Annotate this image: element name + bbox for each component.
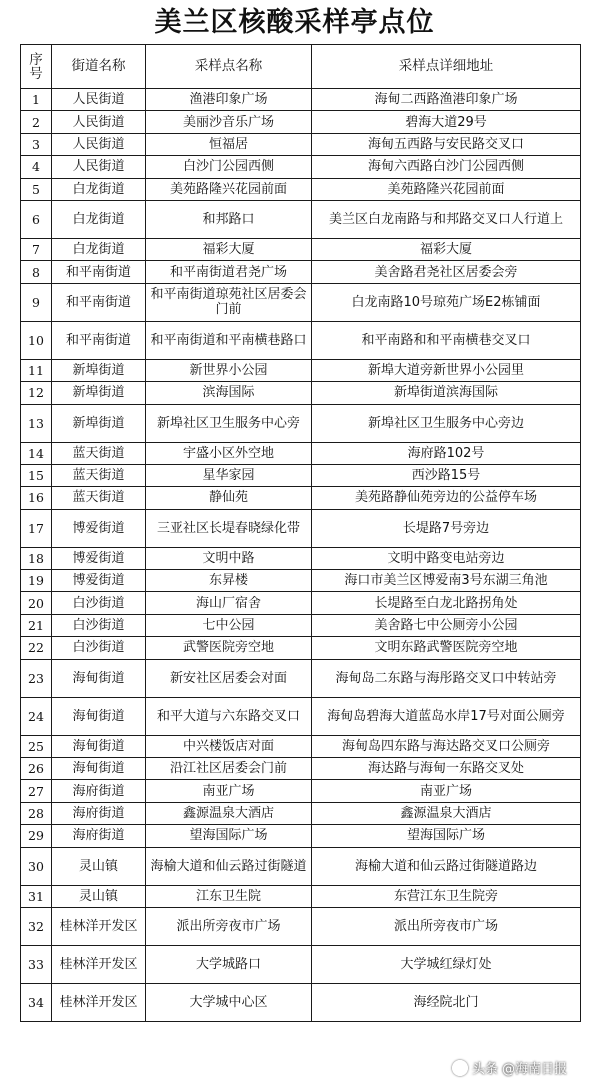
table-row <box>21 570 581 592</box>
row-street: 白沙街道 <box>52 637 146 659</box>
row-seq: 22 <box>21 637 52 659</box>
row-address: 海甸二西路渔港印象广场 <box>312 89 581 111</box>
row-seq: 23 <box>21 659 52 697</box>
row-site: 武警医院旁空地 <box>146 637 312 659</box>
row-seq: 5 <box>21 178 52 200</box>
row-seq: 14 <box>21 442 52 464</box>
row-address: 福彩大厦 <box>312 238 581 260</box>
row-seq: 26 <box>21 758 52 780</box>
row-site: 派出所旁夜市广场 <box>146 907 312 945</box>
row-street: 人民街道 <box>52 156 146 178</box>
row-seq: 3 <box>21 133 52 155</box>
row-seq: 17 <box>21 509 52 547</box>
header-seq: 序号 <box>21 45 52 89</box>
row-site: 和平大道与六东路交叉口 <box>146 697 312 735</box>
row-street: 桂林洋开发区 <box>52 907 146 945</box>
row-seq: 19 <box>21 570 52 592</box>
table-row <box>21 945 581 983</box>
row-street: 新埠街道 <box>52 359 146 381</box>
row-street: 白沙街道 <box>52 592 146 614</box>
row-address: 海甸岛四东路与海达路交叉口公厕旁 <box>312 735 581 757</box>
row-street: 海甸街道 <box>52 758 146 780</box>
row-seq: 11 <box>21 359 52 381</box>
row-seq: 30 <box>21 847 52 885</box>
row-street: 博爱街道 <box>52 570 146 592</box>
watermark <box>452 1058 567 1077</box>
row-street: 海甸街道 <box>52 735 146 757</box>
row-address: 美舍路七中公厕旁小公园 <box>312 614 581 636</box>
table-row <box>21 487 581 509</box>
row-street: 人民街道 <box>52 133 146 155</box>
row-address: 海府路102号 <box>312 442 581 464</box>
table-row <box>21 983 581 1021</box>
row-site: 东昇楼 <box>146 570 312 592</box>
row-site: 恒福居 <box>146 133 312 155</box>
row-address: 文明东路武警医院旁空地 <box>312 637 581 659</box>
row-site: 海榆大道和仙云路过街隧道 <box>146 847 312 885</box>
table-row <box>21 156 581 178</box>
table-body <box>21 89 581 1022</box>
row-site: 宇盛小区外空地 <box>146 442 312 464</box>
table-row <box>21 404 581 442</box>
table-row <box>21 133 581 155</box>
table-row <box>21 321 581 359</box>
row-street: 和平南街道 <box>52 283 146 321</box>
table-row <box>21 637 581 659</box>
table-row <box>21 885 581 907</box>
row-address: 海达路与海甸一东路交叉处 <box>312 758 581 780</box>
row-address: 海甸五西路与安民路交叉口 <box>312 133 581 155</box>
table-row <box>21 847 581 885</box>
row-address: 美苑路隆兴花园前面 <box>312 178 581 200</box>
header-site: 采样点名称 <box>146 45 312 89</box>
row-street: 海甸街道 <box>52 697 146 735</box>
row-street: 白龙街道 <box>52 200 146 238</box>
row-address: 东营江东卫生院旁 <box>312 885 581 907</box>
row-street: 蓝天街道 <box>52 464 146 486</box>
row-site: 新埠社区卫生服务中心旁 <box>146 404 312 442</box>
row-address: 长堤路7号旁边 <box>312 509 581 547</box>
row-address: 西沙路15号 <box>312 464 581 486</box>
row-site: 七中公园 <box>146 614 312 636</box>
row-seq: 16 <box>21 487 52 509</box>
row-address: 长堤路至白龙北路拐角处 <box>312 592 581 614</box>
row-address: 和平南路和和平南横巷交叉口 <box>312 321 581 359</box>
row-site: 美苑路隆兴花园前面 <box>146 178 312 200</box>
row-seq: 20 <box>21 592 52 614</box>
table-row <box>21 238 581 260</box>
row-street: 新埠街道 <box>52 382 146 404</box>
row-seq: 1 <box>21 89 52 111</box>
row-address: 新埠大道旁新世界小公园里 <box>312 359 581 381</box>
row-address: 海口市美兰区博爱南3号东湖三角池 <box>312 570 581 592</box>
row-site: 沿江社区居委会门前 <box>146 758 312 780</box>
table-row <box>21 382 581 404</box>
row-site: 静仙苑 <box>146 487 312 509</box>
table-row <box>21 547 581 569</box>
table-row <box>21 442 581 464</box>
row-street: 海甸街道 <box>52 659 146 697</box>
row-site: 渔港印象广场 <box>146 89 312 111</box>
row-address: 文明中路变电站旁边 <box>312 547 581 569</box>
page-title: 美兰区核酸采样亭点位 <box>154 7 435 38</box>
table-row <box>21 825 581 847</box>
row-seq: 24 <box>21 697 52 735</box>
table-row <box>21 697 581 735</box>
table-row <box>21 509 581 547</box>
row-street: 蓝天街道 <box>52 442 146 464</box>
row-address: 美苑路静仙苑旁边的公益停车场 <box>312 487 581 509</box>
row-site: 滨海国际 <box>146 382 312 404</box>
table-row <box>21 780 581 802</box>
row-site: 三亚社区长堤春晓绿化带 <box>146 509 312 547</box>
row-site: 白沙门公园西侧 <box>146 156 312 178</box>
row-address: 鑫源温泉大酒店 <box>312 802 581 824</box>
row-seq: 6 <box>21 200 52 238</box>
row-seq: 29 <box>21 825 52 847</box>
row-street: 博爱街道 <box>52 509 146 547</box>
row-street: 人民街道 <box>52 111 146 133</box>
row-seq: 12 <box>21 382 52 404</box>
row-site: 和平南街道和平南横巷路口 <box>146 321 312 359</box>
row-seq: 28 <box>21 802 52 824</box>
toutiao-icon <box>452 1060 468 1076</box>
row-site: 星华家园 <box>146 464 312 486</box>
row-site: 和平南街道君尧广场 <box>146 261 312 283</box>
row-address: 派出所旁夜市广场 <box>312 907 581 945</box>
table-row <box>21 178 581 200</box>
row-street: 和平南街道 <box>52 261 146 283</box>
row-street: 桂林洋开发区 <box>52 945 146 983</box>
row-seq: 27 <box>21 780 52 802</box>
table-row <box>21 261 581 283</box>
row-site: 福彩大厦 <box>146 238 312 260</box>
row-street: 蓝天街道 <box>52 487 146 509</box>
row-street: 新埠街道 <box>52 404 146 442</box>
row-address: 南亚广场 <box>312 780 581 802</box>
row-street: 和平南街道 <box>52 321 146 359</box>
table-row <box>21 111 581 133</box>
row-street: 海府街道 <box>52 780 146 802</box>
row-seq: 18 <box>21 547 52 569</box>
row-address: 白龙南路10号琼苑广场E2栋铺面 <box>312 283 581 321</box>
row-address: 美舍路君尧社区居委会旁 <box>312 261 581 283</box>
row-site: 文明中路 <box>146 547 312 569</box>
row-address: 新埠街道滨海国际 <box>312 382 581 404</box>
row-site: 美丽沙音乐广场 <box>146 111 312 133</box>
table-row <box>21 735 581 757</box>
row-address: 海经院北门 <box>312 983 581 1021</box>
table-row <box>21 758 581 780</box>
table-row <box>21 659 581 697</box>
row-street: 灵山镇 <box>52 847 146 885</box>
sampling-sites-table <box>20 44 581 1022</box>
row-seq: 34 <box>21 983 52 1021</box>
row-seq: 33 <box>21 945 52 983</box>
row-street: 博爱街道 <box>52 547 146 569</box>
row-site: 鑫源温泉大酒店 <box>146 802 312 824</box>
row-site: 新世界小公园 <box>146 359 312 381</box>
row-seq: 9 <box>21 283 52 321</box>
row-site: 南亚广场 <box>146 780 312 802</box>
row-site: 中兴楼饭店对面 <box>146 735 312 757</box>
row-site: 新安社区居委会对面 <box>146 659 312 697</box>
row-site: 大学城中心区 <box>146 983 312 1021</box>
header-address: 采样点详细地址 <box>312 45 581 89</box>
row-street: 白龙街道 <box>52 238 146 260</box>
row-address: 新埠社区卫生服务中心旁边 <box>312 404 581 442</box>
row-address: 美兰区白龙南路与和邦路交叉口人行道上 <box>312 200 581 238</box>
row-seq: 13 <box>21 404 52 442</box>
watermark-text: 头条 @海南日报 <box>471 1062 567 1077</box>
table-row <box>21 907 581 945</box>
row-seq: 32 <box>21 907 52 945</box>
row-site: 和邦路口 <box>146 200 312 238</box>
row-street: 白沙街道 <box>52 614 146 636</box>
table-row <box>21 464 581 486</box>
table-row <box>21 283 581 321</box>
row-address: 海榆大道和仙云路过街隧道路边 <box>312 847 581 885</box>
table-row <box>21 359 581 381</box>
row-street: 灵山镇 <box>52 885 146 907</box>
row-address: 大学城红绿灯处 <box>312 945 581 983</box>
row-seq: 7 <box>21 238 52 260</box>
table-row <box>21 614 581 636</box>
row-address: 海甸岛二东路与海彤路交叉口中转站旁 <box>312 659 581 697</box>
row-site: 和平南街道琼苑社区居委会门前 <box>146 283 312 321</box>
row-seq: 31 <box>21 885 52 907</box>
row-seq: 8 <box>21 261 52 283</box>
table-row <box>21 802 581 824</box>
row-site: 江东卫生院 <box>146 885 312 907</box>
row-address: 海甸岛碧海大道蓝岛水岸17号对面公厕旁 <box>312 697 581 735</box>
table-header-row <box>21 45 581 89</box>
table-row <box>21 89 581 111</box>
table-row <box>21 592 581 614</box>
row-address: 望海国际广场 <box>312 825 581 847</box>
header-street: 街道名称 <box>52 45 146 89</box>
row-street: 人民街道 <box>52 89 146 111</box>
row-street: 白龙街道 <box>52 178 146 200</box>
row-seq: 25 <box>21 735 52 757</box>
row-address: 碧海大道29号 <box>312 111 581 133</box>
row-seq: 4 <box>21 156 52 178</box>
row-street: 海府街道 <box>52 802 146 824</box>
row-street: 桂林洋开发区 <box>52 983 146 1021</box>
row-street: 海府街道 <box>52 825 146 847</box>
row-seq: 2 <box>21 111 52 133</box>
row-seq: 21 <box>21 614 52 636</box>
row-address: 海甸六西路白沙门公园西侧 <box>312 156 581 178</box>
table-row <box>21 200 581 238</box>
row-seq: 10 <box>21 321 52 359</box>
row-site: 海山厂宿舍 <box>146 592 312 614</box>
row-seq: 15 <box>21 464 52 486</box>
row-site: 望海国际广场 <box>146 825 312 847</box>
row-site: 大学城路口 <box>146 945 312 983</box>
